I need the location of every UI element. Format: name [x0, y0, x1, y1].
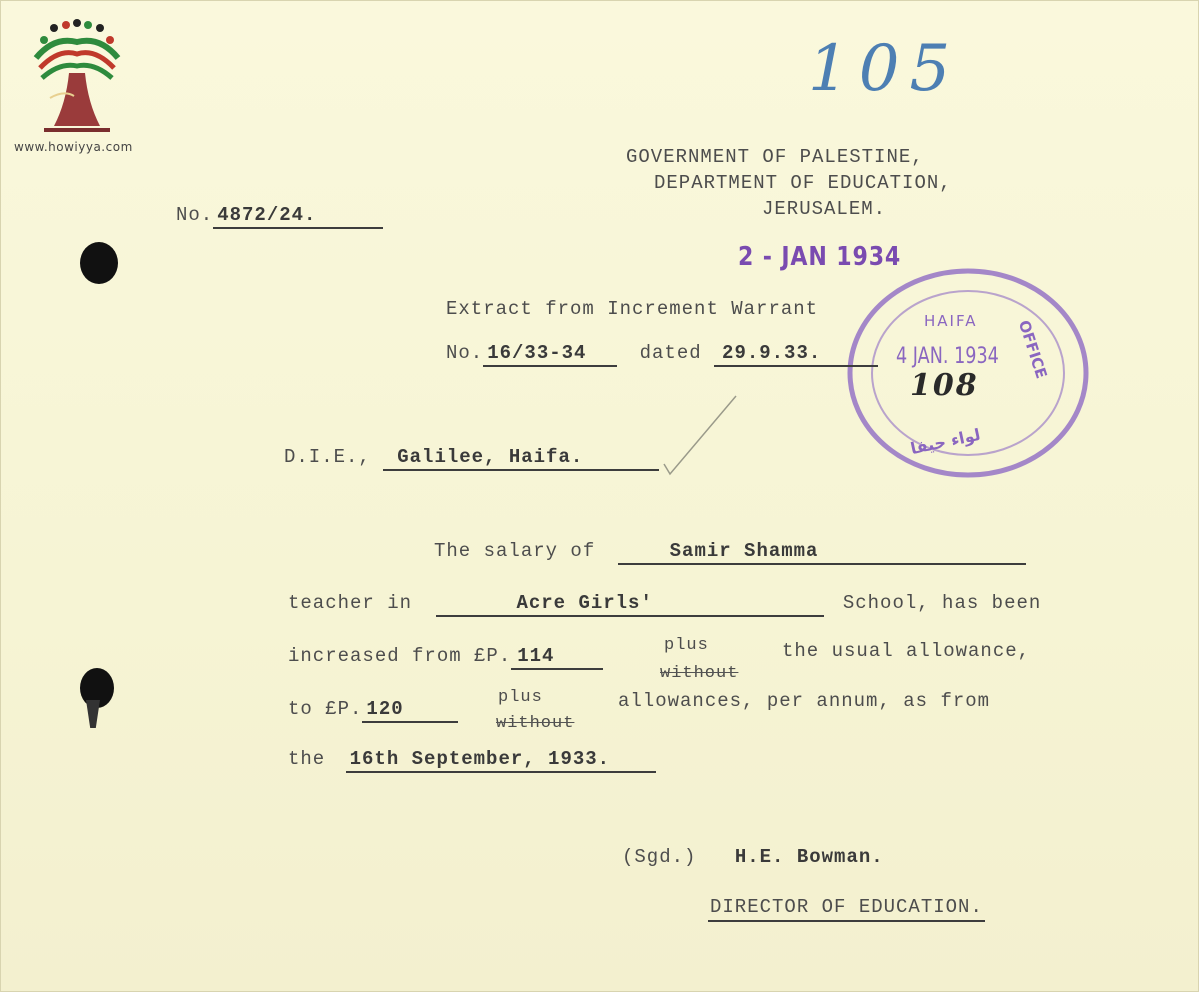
to-label: to £P. [288, 698, 363, 720]
without-option-1: without [660, 664, 739, 683]
reference-value: 4872/24. [213, 204, 383, 229]
signed-label: (Sgd.) [622, 846, 697, 868]
plus-option-2: plus [498, 688, 543, 707]
stamp-ring-text: OFFICE [1014, 318, 1051, 381]
to-line [288, 698, 458, 723]
salary-line [434, 540, 1026, 565]
usual-allowance-text: the usual allowance, [782, 640, 1031, 662]
teacher-in-line [288, 592, 1041, 617]
handwritten-number: 105 [808, 32, 961, 106]
punch-hole-tear [86, 700, 100, 728]
tree-family-logo-icon [14, 18, 140, 138]
school-suffix: School, has been [842, 592, 1042, 614]
punch-hole-top [80, 242, 118, 284]
signatory-title [708, 896, 985, 922]
warrant-number: 16/33-34 [483, 342, 617, 367]
stamp-city: HAIFA [924, 312, 978, 330]
signatory-title-text: DIRECTOR OF EDUCATION. [708, 896, 985, 922]
teacher-in-label: teacher in [288, 592, 413, 614]
reference-label: No. [176, 204, 214, 226]
to-amount: 120 [362, 698, 458, 723]
extract-title: Extract from Increment Warrant [446, 298, 819, 320]
from-amount: 114 [511, 645, 603, 670]
dated-label: dated [639, 342, 702, 364]
reference-number [176, 204, 383, 229]
without-option-2: without [496, 714, 575, 733]
stamp-arabic-text: لواء حيفا [908, 424, 983, 459]
howiyya-logo[interactable] [14, 18, 140, 158]
warrant-date: 29.9.33. [714, 342, 878, 367]
plus-option-1: plus [664, 636, 709, 655]
addressee-line [284, 446, 659, 471]
addressee-value: Galilee, Haifa. [383, 446, 659, 471]
stamp-date: 4 JAN. 1934 [896, 344, 999, 369]
allowances-text: allowances, per annum, as from [618, 690, 991, 712]
logo-url[interactable]: www.howiyya.com [14, 140, 133, 154]
pencil-check-mark [656, 392, 746, 482]
office-round-stamp [840, 262, 1095, 484]
extract-no-label: No. [446, 342, 484, 364]
increased-line [288, 645, 603, 670]
stamp-handwritten-number: 108 [910, 368, 979, 403]
addressee-label: D.I.E., [284, 446, 371, 468]
effective-date-line [288, 748, 656, 773]
salary-label: The salary of [434, 540, 596, 562]
received-date-stamp: 2 - JAN 1934 [738, 242, 902, 272]
header-line-3: JERUSALEM. [762, 198, 887, 220]
header-line-1: GOVERNMENT OF PALESTINE, [626, 146, 924, 168]
teacher-name: Samir Shamma [618, 540, 1026, 565]
signatory-name: H.E. Bowman. [734, 846, 884, 868]
header-line-2: DEPARTMENT OF EDUCATION, [654, 172, 952, 194]
effective-date: 16th September, 1933. [346, 748, 656, 773]
signature-line [622, 846, 884, 868]
school-name: Acre Girls' [436, 592, 824, 617]
the-label: the [288, 748, 326, 770]
increased-label: increased from £P. [288, 645, 512, 667]
extract-number-line [446, 342, 878, 367]
